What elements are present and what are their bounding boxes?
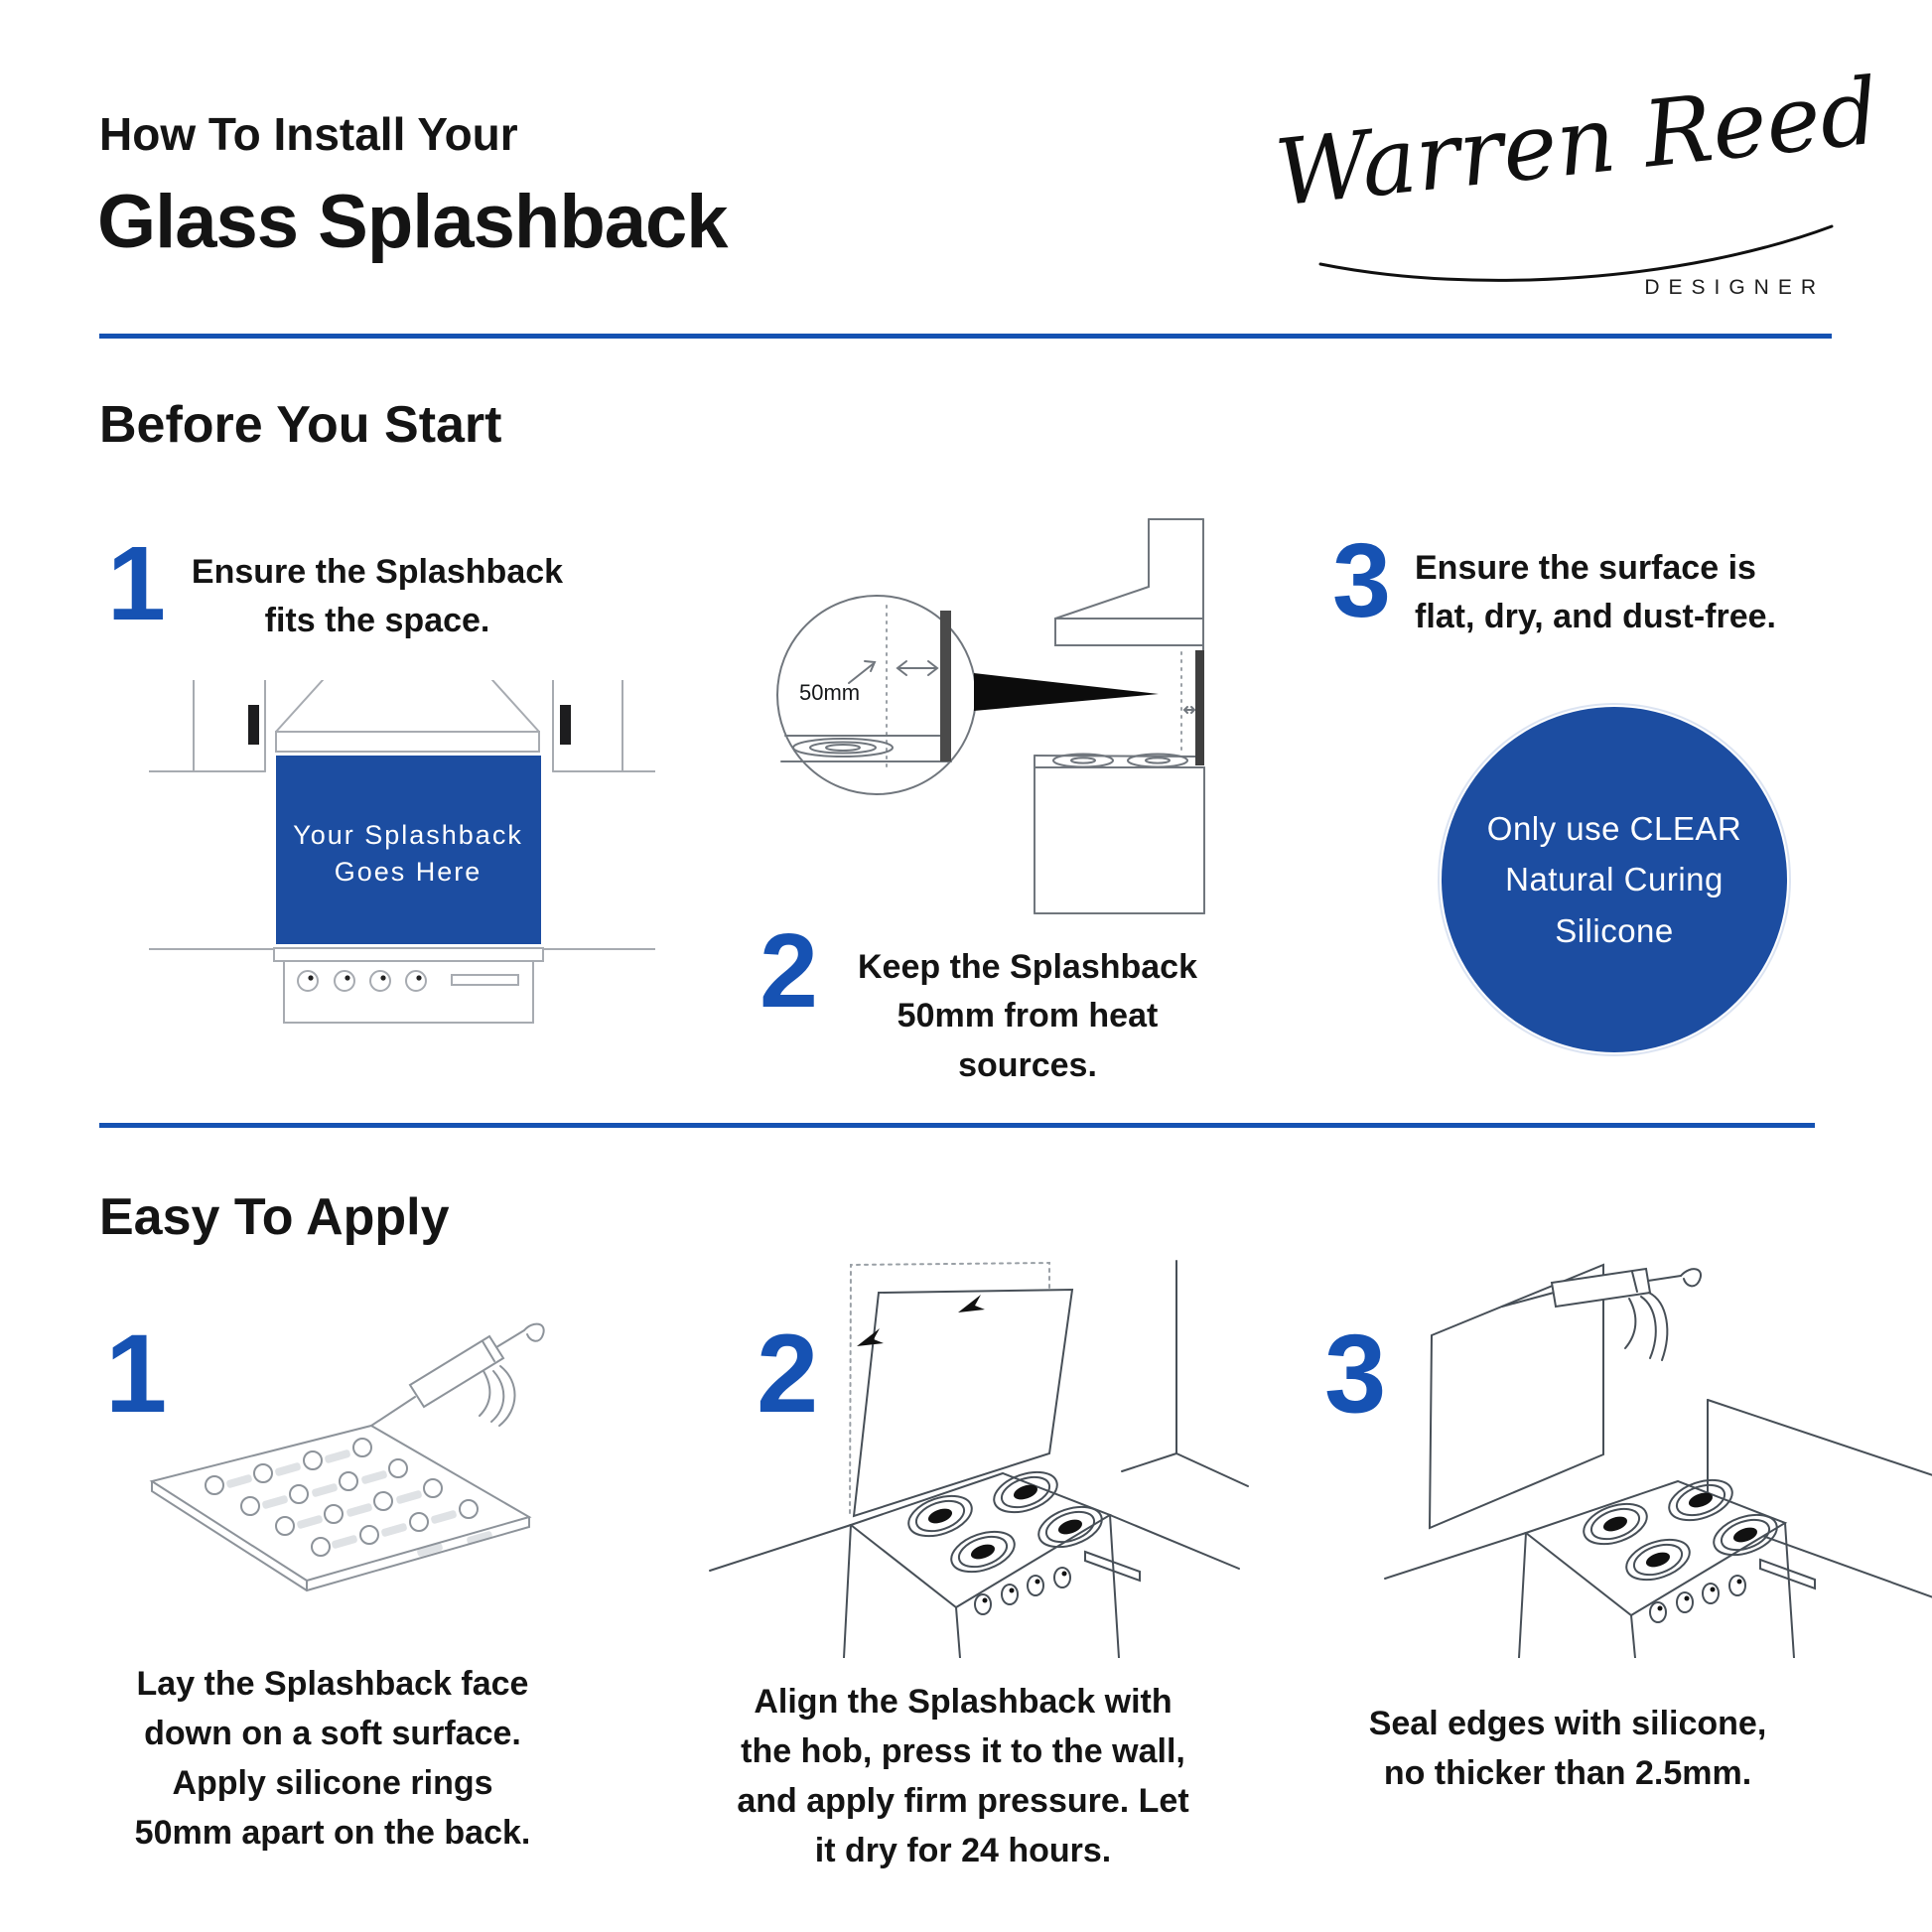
section-divider-middle (99, 1123, 1815, 1128)
align-splashback-illustration (695, 1241, 1251, 1658)
before-step3-text-line: flat, dry, and dust-free. (1415, 598, 1776, 636)
before-heading: Before You Start (99, 396, 502, 454)
apply-step2-number: 2 (757, 1311, 819, 1436)
measure-label: 50mm (799, 680, 861, 705)
apply-step1-caption (84, 1660, 581, 1859)
seal-edges-illustration (1380, 1241, 1932, 1658)
before-step3-text-line: Ensure the surface is (1415, 549, 1756, 587)
caulking-gun-icon (371, 1324, 544, 1426)
before-step1-number: 1 (107, 525, 166, 642)
silicone-badge-line: Only use CLEAR (1486, 810, 1742, 848)
apply-step2-caption-line: it dry for 24 hours. (814, 1831, 1112, 1869)
apply-step2-caption-line: the hob, press it to the wall, (741, 1731, 1185, 1770)
before-step1-text-line: fits the space. (264, 602, 490, 640)
silicone-badge (1442, 707, 1787, 1052)
magnifier-pointer-wedge (974, 673, 1159, 711)
apply-step3-caption-line: Seal edges with silicone, (1368, 1705, 1767, 1742)
splashback-panel-label-line: Your Splashback (293, 820, 523, 850)
signature-logo-subtitle: DESIGNER (1644, 276, 1825, 299)
before-step3-number: 3 (1332, 522, 1391, 639)
before-step3-text (1415, 544, 1891, 642)
silicone-badge-line: Natural Curing (1505, 861, 1724, 898)
heat-clearance-diagram (769, 511, 1311, 958)
signature-logo-script: Warren Reed (1271, 58, 1884, 227)
section-divider-top (99, 334, 1832, 339)
apply-step1-caption-line: Apply silicone rings (172, 1763, 493, 1802)
apply-step1-caption-line: 50mm apart on the back. (134, 1813, 531, 1852)
page-title-line1: How To Install Your (99, 108, 518, 160)
splashback-panel (276, 756, 541, 944)
splashback-fit-diagram (149, 680, 655, 1077)
splashback-edge-bar (940, 611, 951, 761)
before-step1-text (179, 548, 576, 646)
apply-step1-number: 1 (105, 1311, 168, 1436)
apply-step3-caption (1319, 1700, 1816, 1799)
before-step2-text-line: 50mm from heat (897, 997, 1159, 1035)
apply-step2-caption-line: Align the Splashback with (754, 1683, 1173, 1721)
silicone-badge-line: Silicone (1555, 911, 1674, 949)
apply-step1-caption-line: Lay the Splashback face (136, 1665, 529, 1703)
before-step2-text (829, 943, 1226, 1090)
before-step2-text-line: sources. (958, 1045, 1097, 1084)
before-step1-text-line: Ensure the Splashback (191, 553, 564, 591)
apply-step2-caption-line: and apply firm pressure. Let (737, 1781, 1189, 1820)
before-step2-text-line: Keep the Splashback (857, 948, 1197, 986)
splashback-edge-bar (1195, 650, 1204, 765)
cabinet-handle (248, 705, 259, 745)
splashback-panel-outline (854, 1290, 1072, 1516)
before-step2-number: 2 (759, 912, 818, 1030)
apply-heading: Easy To Apply (99, 1188, 450, 1246)
apply-step3-caption-line: no thicker than 2.5mm. (1383, 1753, 1752, 1792)
apply-step1-caption-line: down on a soft surface. (144, 1714, 521, 1752)
page-title-line2: Glass Splashback (97, 180, 728, 264)
splashback-panel-label-line: Goes Here (334, 857, 483, 887)
cabinet-handle (560, 705, 571, 745)
apply-step3-number: 3 (1324, 1311, 1387, 1436)
apply-step2-caption (715, 1678, 1211, 1876)
signature-logo (1261, 58, 1884, 318)
